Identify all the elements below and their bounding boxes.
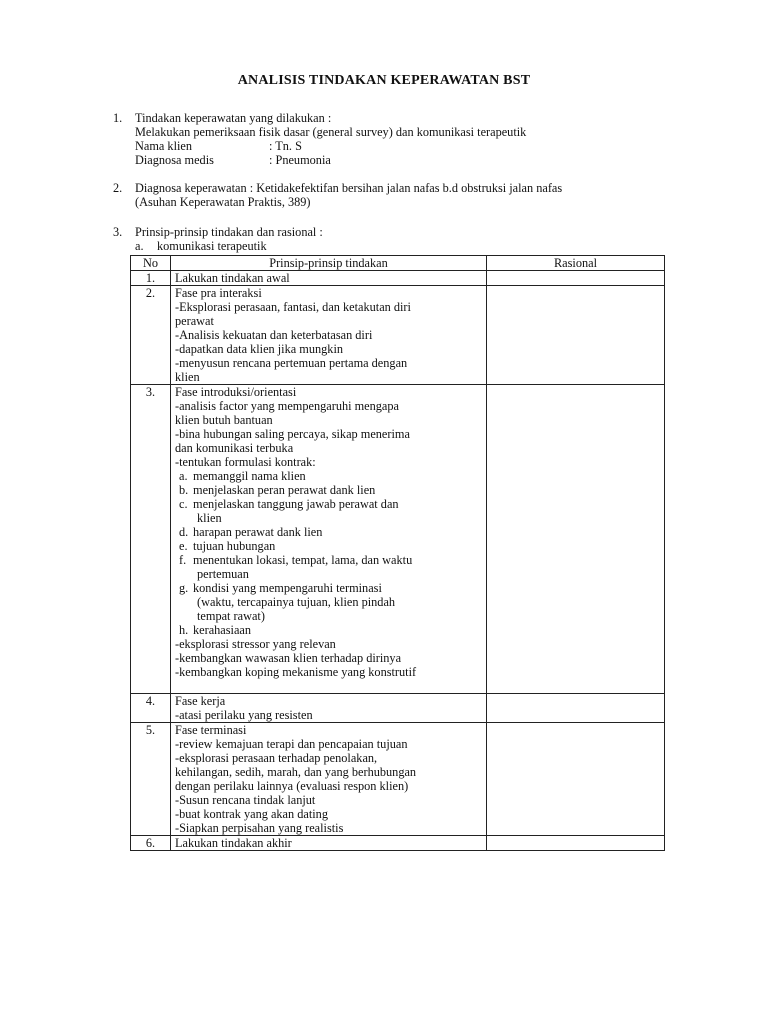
row-line: -Eksplorasi perasaan, fantasi, dan ketakutan diri [175,300,411,314]
item-text: harapan perawat dank lien [193,525,323,539]
row-line: -Analisis kekuatan dan keterbatasan diri [175,328,373,342]
row-text [171,286,487,385]
row-number: 1. [131,271,171,286]
row-line: kehilangan, sedih, marah, dan yang berhubungan [175,765,417,779]
row-rationale [487,723,665,836]
section-2-line-2: (Asuhan Keperawatan Praktis, 389) [135,195,311,209]
row-number: 3. [131,385,171,694]
contract-item [175,581,482,623]
contract-item [175,539,482,553]
client-row [135,139,673,153]
row-text: Lakukan tindakan awal [171,271,487,286]
contract-item [175,553,482,581]
contract-item [175,525,482,539]
section-3 [113,225,673,253]
section-1-heading: Tindakan keperawatan yang dilakukan : [135,111,332,125]
item-text: kondisi yang mempengaruhi terminasi [193,581,382,595]
item-letter: g. [179,581,189,595]
row-line: klien butuh bantuan [175,413,273,427]
section-3-sub [135,239,673,253]
item-text: kerahasiaan [193,623,252,637]
row-rationale [487,694,665,723]
section-3-sub-text: komunikasi terapeutik [157,239,267,253]
table-row [131,836,665,851]
header-rationale: Rasional [487,256,665,271]
item-text: menjelaskan tanggung jawab perawat dan [193,497,399,511]
section-2-line-1: Diagnosa keperawatan : Ketidakefektifan bersihan jalan nafas b.d obstruksi jalan nafas [135,181,563,195]
section-3-number: 3. [113,225,123,239]
row-line: -review kemajuan terapi dan pencapaian tujuan [175,737,408,751]
row-number: 6. [131,836,171,851]
row-text [171,694,487,723]
client-value: : Tn. S [269,139,302,153]
row-line: -menyusun rencana pertemuan pertama dengan [175,356,408,370]
row-line: -analisis factor yang mempengaruhi mengapa [175,399,399,413]
row-line: -atasi perilaku yang resisten [175,708,313,722]
row-line: -dapatkan data klien jika mungkin [175,342,344,356]
row-line: -bina hubungan saling percaya, sikap menerima [175,427,410,441]
contract-item [175,469,482,483]
item-text: tujuan hubungan [193,539,276,553]
row-number: 4. [131,694,171,723]
section-3-heading: Prinsip-prinsip tindakan dan rasional : [135,225,323,239]
section-1-line: Melakukan pemeriksaan fisik dasar (general survey) dan komunikasi terapeutik [135,125,527,139]
row-line: Fase introduksi/orientasi [175,385,297,399]
section-2 [113,181,673,209]
row-line: -Siapkan perpisahan yang realistis [175,821,344,835]
diagnosis-label: Diagnosa medis [135,153,214,167]
row-line: -Susun rencana tindak lanjut [175,793,316,807]
item-letter: b. [179,483,189,497]
row-rationale [487,836,665,851]
diagnosis-row [135,153,673,167]
row-text [171,723,487,836]
row-line: Fase terminasi [175,723,247,737]
row-line: perawat [175,314,214,328]
row-number: 5. [131,723,171,836]
row-line: -kembangkan wawasan klien terhadap dirinya [175,651,402,665]
section-3-sub-letter: a. [135,239,144,253]
item-letter: e. [179,539,188,553]
section-2-number: 2. [113,181,123,195]
item-continuation: (waktu, tercapainya tujuan, klien pindah [197,595,396,609]
table-header-row [131,256,665,271]
table-row [131,286,665,385]
row-number: 2. [131,286,171,385]
table-row [131,385,665,694]
row-line: -buat kontrak yang akan dating [175,807,328,821]
section-1-number: 1. [113,111,123,125]
row-line: Fase kerja [175,694,226,708]
table-row [131,271,665,286]
diagnosis-value: : Pneumonia [269,153,331,167]
row-rationale [487,385,665,694]
client-label: Nama klien [135,139,193,153]
item-continuation: klien [197,511,222,525]
row-line: -kembangkan koping mekanisme yang konstrutif [175,665,417,679]
row-text [171,385,487,694]
contract-item [175,483,482,497]
page-title: ANALISIS TINDAKAN KEPERAWATAN BST [237,73,531,88]
item-letter: c. [179,497,188,511]
row-rationale [487,286,665,385]
item-letter: a. [179,469,188,483]
row-line: -eksplorasi perasaan terhadap penolakan, [175,751,378,765]
row-line: dan komunikasi terbuka [175,441,294,455]
item-text: menentukan lokasi, tempat, lama, dan waktu [193,553,413,567]
item-continuation: pertemuan [197,567,249,581]
row-text: Lakukan tindakan akhir [171,836,487,851]
item-letter: d. [179,525,189,539]
row-spacer [175,679,482,693]
item-text: menjelaskan peran perawat dank lien [193,483,376,497]
item-text: memanggil nama klien [193,469,306,483]
contract-item [175,497,482,525]
row-rationale [487,271,665,286]
row-line: -tentukan formulasi kontrak: [175,455,316,469]
section-1 [113,111,673,167]
row-line: dengan perilaku lainnya (evaluasi respon klien) [175,779,409,793]
table-row [131,723,665,836]
table-row [131,694,665,723]
row-line: Fase pra interaksi [175,286,262,300]
contract-item [175,623,482,637]
row-line: klien [175,370,200,384]
item-continuation: tempat rawat) [197,609,265,623]
header-no: No [131,256,171,271]
header-principles: Prinsip-prinsip tindakan [171,256,487,271]
principles-table [130,255,665,851]
item-letter: f. [179,553,187,567]
row-line: -eksplorasi stressor yang relevan [175,637,336,651]
item-letter: h. [179,623,189,637]
